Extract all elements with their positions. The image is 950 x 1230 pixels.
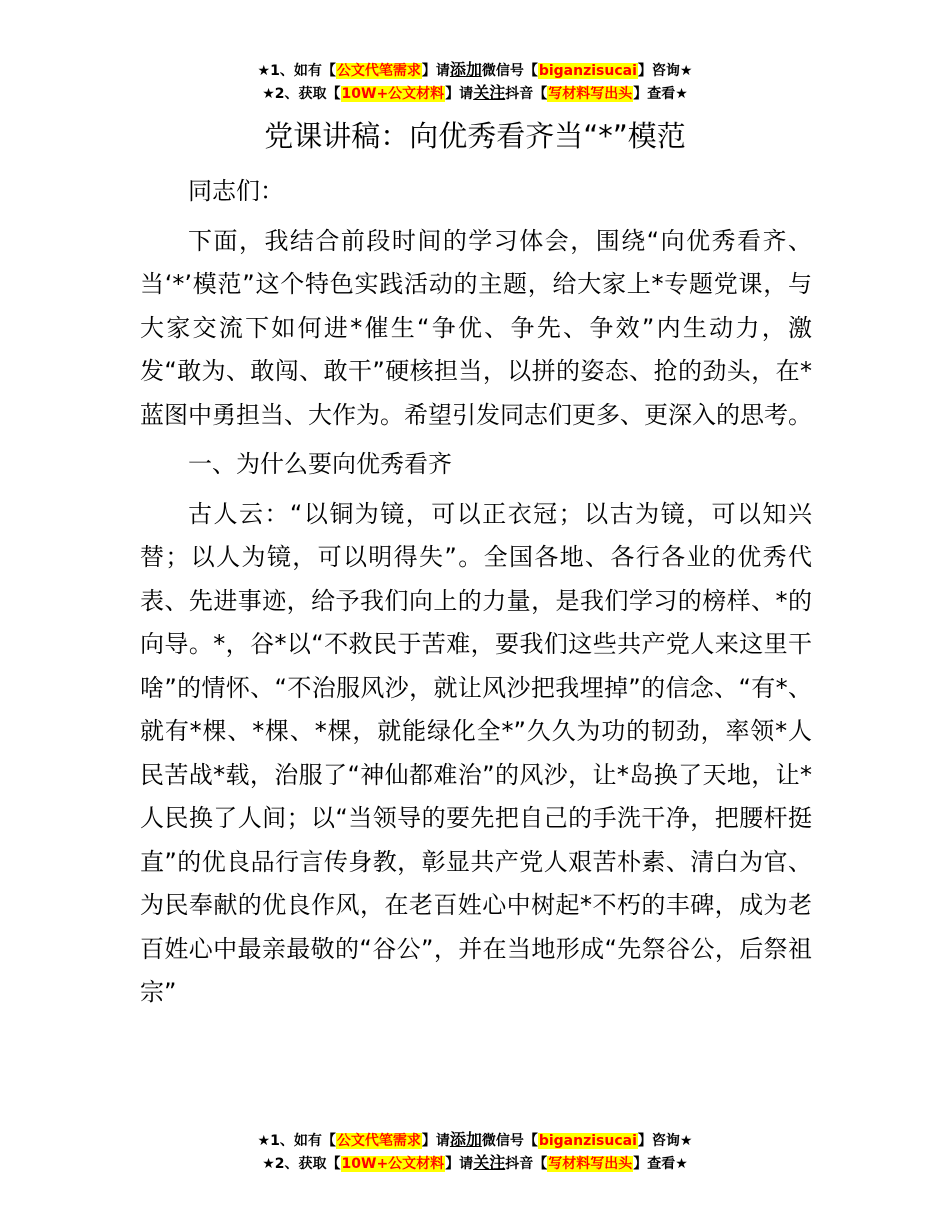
banner-text: 】请 — [445, 86, 474, 102]
banner-highlight: 写材料写出头 — [548, 86, 633, 102]
banner-highlight: 写材料写出头 — [548, 1156, 633, 1172]
document-body — [140, 170, 812, 1015]
banner-text: 抖音【 — [505, 86, 548, 102]
banner-line-2 — [0, 1152, 950, 1175]
banner-suffix: 】咨询★ — [637, 1133, 693, 1149]
banner-highlight: biganzisucai — [538, 63, 637, 79]
banner-text: 】请 — [421, 63, 450, 79]
greeting: 同志们： — [188, 177, 284, 205]
banner-prefix: ★2、获取【 — [262, 86, 341, 102]
top-banner — [0, 59, 950, 105]
banner-prefix: ★2、获取【 — [262, 1156, 341, 1172]
banner-highlight: 公文代笔需求 — [336, 1133, 421, 1149]
document-title: 党课讲稿：向优秀看齐当“*”模范 — [264, 119, 686, 153]
banner-suffix: 】查看★ — [633, 1156, 688, 1172]
banner-line-1 — [0, 1129, 950, 1152]
banner-prefix: ★1、如有【 — [257, 63, 336, 79]
banner-emphasis: 关注 — [473, 83, 506, 102]
banner-text: 抖音【 — [505, 1156, 548, 1172]
banner-text: 微信号【 — [481, 1133, 538, 1149]
banner-suffix: 】查看★ — [633, 86, 688, 102]
banner-emphasis: 添加 — [449, 1130, 482, 1149]
bottom-banner — [0, 1129, 950, 1175]
banner-suffix: 】咨询★ — [637, 63, 693, 79]
banner-highlight: 公文代笔需求 — [336, 63, 421, 79]
banner-highlight: biganzisucai — [538, 1133, 637, 1149]
banner-text: 】请 — [445, 1156, 474, 1172]
banner-emphasis: 关注 — [473, 1153, 506, 1172]
section-heading: 一、为什么要向优秀看齐 — [188, 450, 452, 478]
paragraph: 古人云：“以铜为镜，可以正衣冠；以古为镜，可以知兴替；以人为镜，可以明得失”。全国各地、各行各业的优秀代表、先进事迹，给予我们向上的力量，是我们学习的榜样、*的向导。*，谷*以“不救民于苦难，要我们这些共产党人来这里干啥”的情怀、“不治服风沙，就让风沙把我埋掉”的信念、“有*、就有*棵、*棵、*棵，就能绿化全*”久久为功的韧劲，率领*人民苦战*载，治服了“神仙都难治”的风沙，让*岛换了天地，让*人民换了人间；以“当领导的要先把自己的手洗干净，把腰杆挺直”的优良品行言传身教，彰显共产党人艰苦朴素、清白为官、为民奉献的优良作风，在老百姓心中树起*不朽的丰碑，成为老百姓心中最亲最敬的“谷公”，并在当地形成“先祭谷公，后祭祖宗” — [140, 499, 812, 1006]
banner-text: 微信号【 — [481, 63, 538, 79]
banner-line-2 — [0, 82, 950, 105]
banner-emphasis: 添加 — [449, 60, 482, 79]
banner-text: 】请 — [421, 1133, 450, 1149]
banner-highlight: 10W+公文材料 — [341, 86, 445, 102]
paragraph: 下面，我结合前段时间的学习体会，围绕“向优秀看齐、当‘*’模范”这个特色实践活动的主题，给大家上*专题党课，与大家交流下如何进*催生“争优、争先、争效”内生动力，激发“敢为、敢闯、敢干”硬核担当，以拼的姿态、抢的劲头，在*蓝图中勇担当、大作为。希望引发同志们更多、更深入的思考。 — [140, 226, 812, 429]
banner-highlight: 10W+公文材料 — [341, 1156, 445, 1172]
banner-line-1 — [0, 59, 950, 82]
banner-prefix: ★1、如有【 — [257, 1133, 336, 1149]
